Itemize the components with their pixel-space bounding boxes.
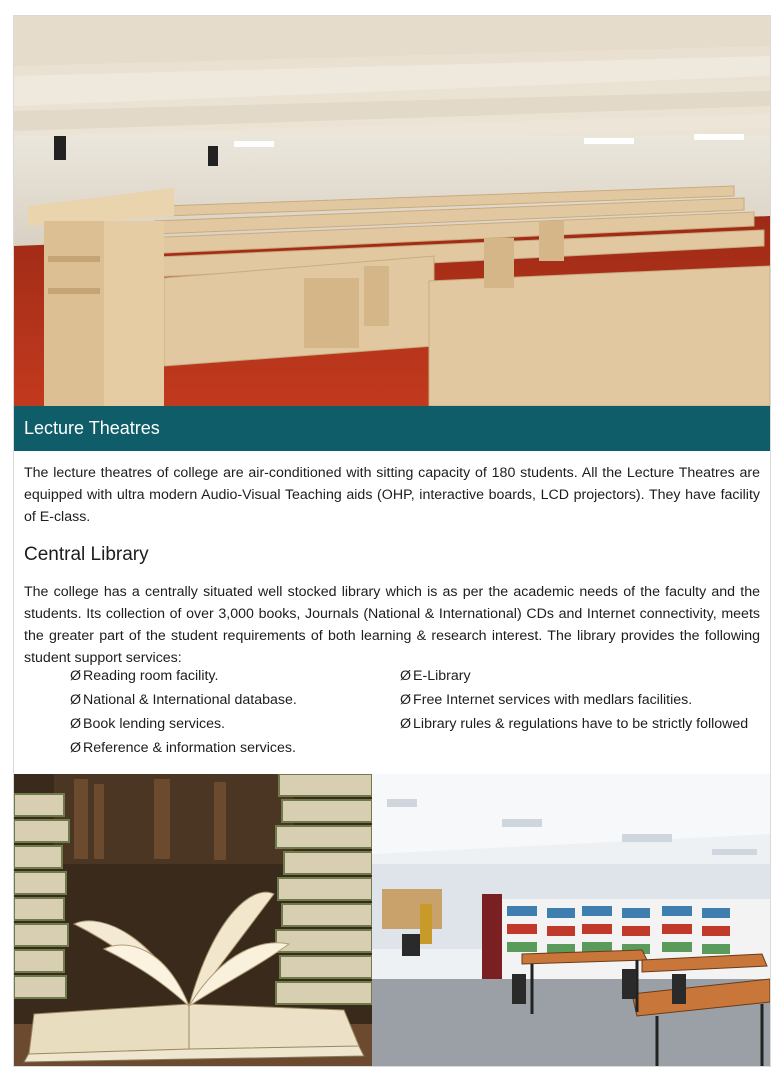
lecture-theatres-heading: Lecture Theatres (14, 406, 770, 451)
list-item: Ø Book lending services. (70, 716, 225, 732)
services-left-column (70, 664, 297, 760)
bullet-mark-icon: Ø (70, 668, 82, 684)
bullet-mark-icon: Ø (70, 740, 82, 756)
bullet-mark-icon: Ø (70, 716, 82, 732)
lecture-theatres-paragraph: The lecture theatres of college are air-conditioned with sitting capacity of 180 students. All the Lecture Theatres are equipped with ultra modern Audio-Visual Teaching aids (OHP, interactive boards, LCD projectors). They have facility of E-class. (24, 465, 760, 525)
list-item: Ø Reference & information services. (70, 740, 296, 756)
bullet-mark-icon: Ø (400, 692, 412, 708)
list-item: Ø Free Internet services with medlars facilities. (400, 692, 693, 708)
brochure-page (13, 15, 771, 1067)
list-item: Ø E-Library (400, 668, 471, 684)
central-library-paragraph: The college has a centrally situated well stocked library which is as per the academic needs of the faculty and the students. Its collection of over 3,000 books, Journals (National & International) CDs and Internet connectivity, meets the greater part of the student requirements of both learning & research interest. The library provides the following student support services: (24, 584, 760, 666)
central-library-heading: Central Library (24, 544, 149, 565)
list-item: Ø National & International database. (70, 692, 297, 708)
bullet-mark-icon: Ø (400, 716, 412, 732)
services-right-column (400, 664, 748, 736)
bullet-mark-icon: Ø (400, 668, 412, 684)
lecture-theatre-photo (14, 16, 770, 406)
list-item: Ø Reading room facility. (70, 668, 219, 684)
library-interior-photo (372, 774, 770, 1066)
open-book-photo (14, 774, 372, 1066)
list-item: Ø Library rules & regulations have to be strictly followed (400, 716, 749, 732)
bullet-mark-icon: Ø (70, 692, 82, 708)
